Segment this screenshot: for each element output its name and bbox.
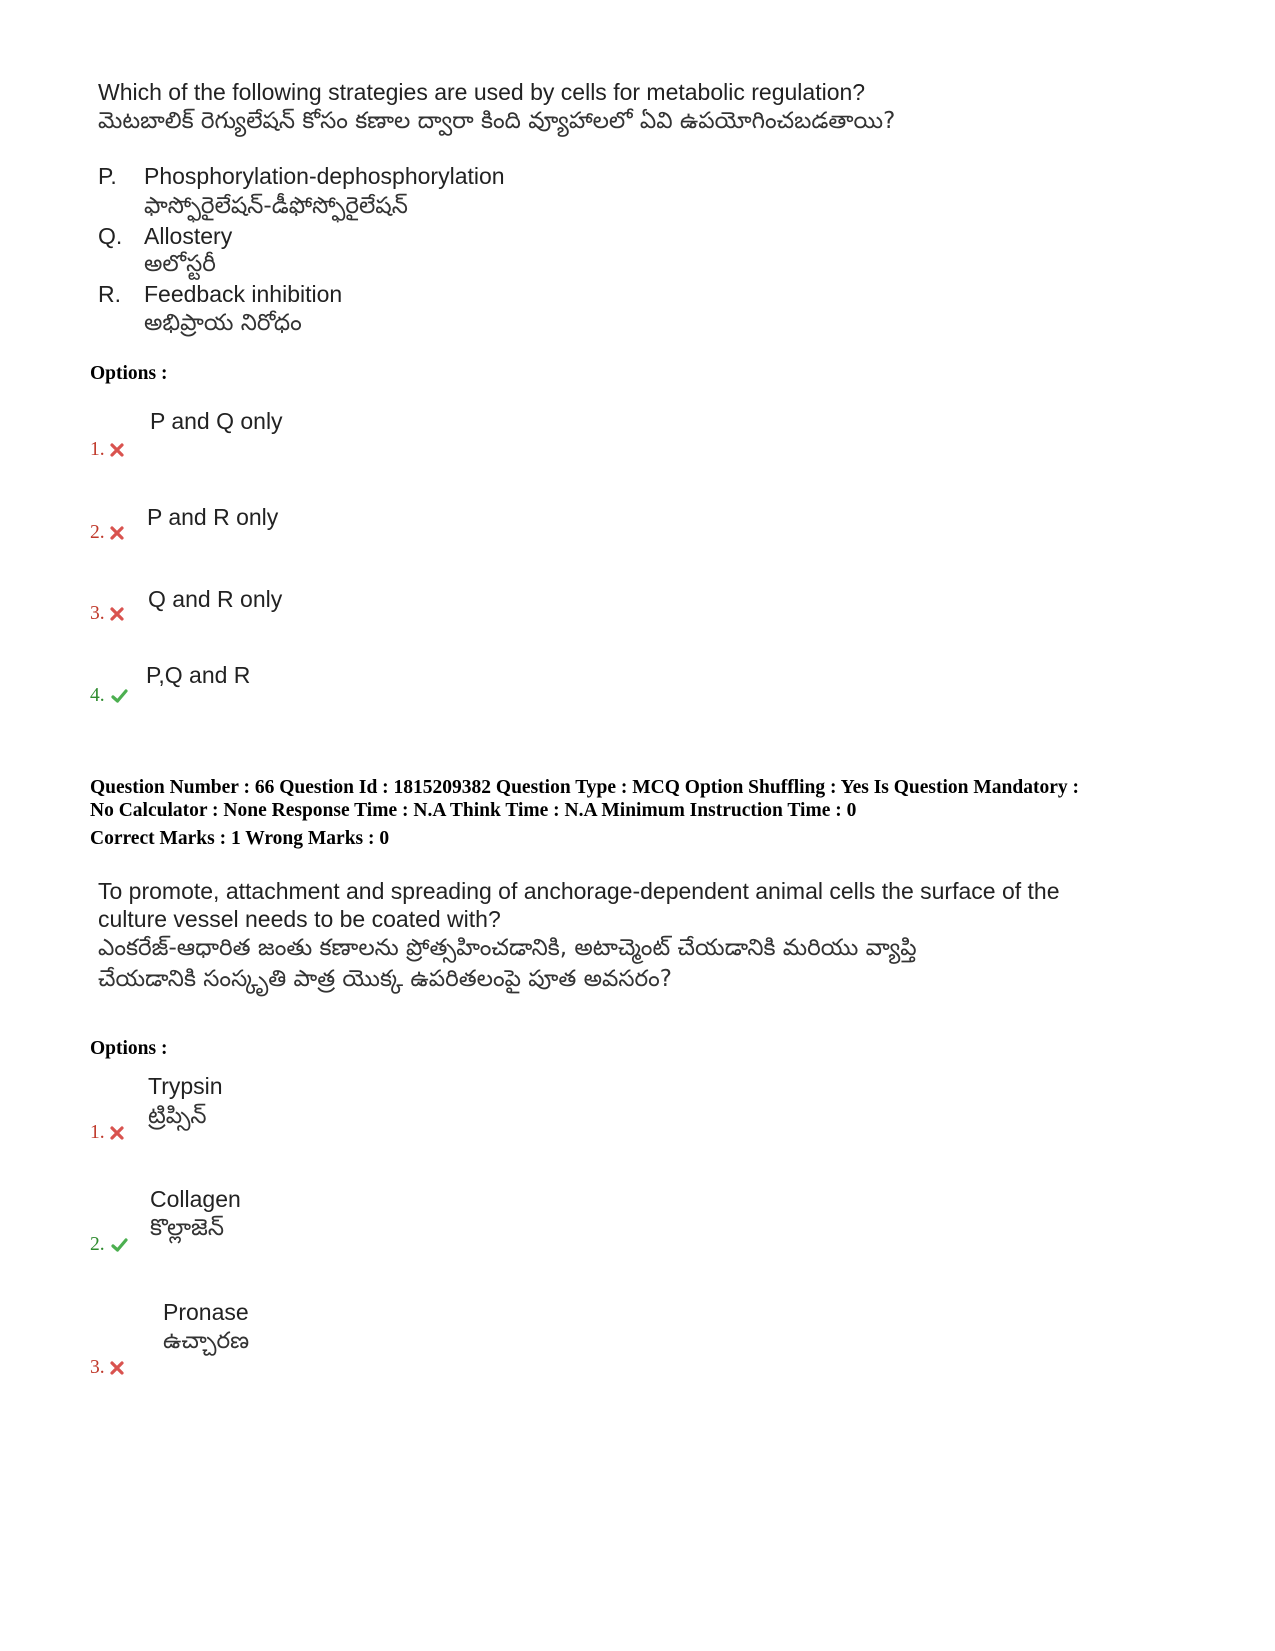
- option-number: 2.: [90, 522, 105, 543]
- check-icon: [109, 688, 129, 704]
- option-number: 4.: [90, 685, 105, 706]
- check-icon: [109, 1237, 129, 1253]
- statement-label: Q.: [98, 223, 123, 249]
- option-2-text: P and R only: [147, 504, 279, 530]
- option-3-text: Pronase: [163, 1299, 249, 1325]
- option-number: 1.: [90, 1122, 105, 1143]
- question-66-text-te-1: ఎంకరేజ్-ఆధారిత జంతు కణాలను ప్రోత్సహించడానికి, అటాచ్మెంట్ చేయడానికి మరియు వ్యాప్తి: [98, 935, 917, 961]
- option-number: 3.: [90, 603, 105, 624]
- option-1-text: Trypsin: [148, 1073, 223, 1099]
- statement-p: [98, 162, 505, 191]
- option-4-text: P,Q and R: [146, 662, 251, 688]
- cross-icon: [109, 442, 125, 458]
- option-2-marker: [90, 1234, 129, 1256]
- statement-text: Phosphorylation-dephosphorylation: [144, 163, 505, 189]
- statement-r: [98, 280, 342, 309]
- question-66-text-te-2: చేయడానికి సంస్కృతి పాత్ర యొక్క ఉపరితలంపై పూత అవసరం?: [98, 966, 672, 992]
- cross-icon: [109, 525, 125, 541]
- options-heading: Options :: [90, 1038, 168, 1059]
- question-meta-line-2: No Calculator : None Response Time : N.A Think Time : N.A Minimum Instruction Time : 0: [90, 800, 857, 821]
- cross-icon: [109, 1125, 125, 1141]
- statement-q-te: అలోస్టరీ: [144, 251, 216, 277]
- option-number: 1.: [90, 439, 105, 460]
- option-1-marker: [90, 439, 125, 461]
- cross-icon: [109, 606, 125, 622]
- option-3-marker: [90, 1357, 125, 1379]
- cross-icon: [109, 1360, 125, 1376]
- statement-r-te: అభిప్రాయ నిరోధం: [144, 310, 302, 336]
- question-text-te: మెటబాలిక్ రెగ్యులేషన్ కోసం కణాల ద్వారా కింది వ్యూహాలలో ఏవి ఉపయోగించబడతాయి?: [98, 108, 896, 134]
- options-heading: Options :: [90, 363, 168, 384]
- option-2-marker: [90, 522, 125, 544]
- statement-text: Feedback inhibition: [144, 281, 343, 307]
- question-66-text-en-2: culture vessel needs to be coated with?: [98, 906, 501, 932]
- option-3-marker: [90, 603, 125, 625]
- statement-p-te: ఫాస్ఫోరైలేషన్-డీఫోస్ఫోరైలేషన్: [144, 193, 408, 219]
- option-3-text: Q and R only: [148, 586, 283, 612]
- option-4-marker: [90, 685, 129, 707]
- option-3-text-te: ఉచ్చారణ: [163, 1328, 250, 1354]
- marks-line: Correct Marks : 1 Wrong Marks : 0: [90, 828, 390, 849]
- statement-label: P.: [98, 163, 117, 189]
- option-1-text: P and Q only: [150, 408, 283, 434]
- question-meta-line-1: Question Number : 66 Question Id : 1815209382 Question Type : MCQ Option Shuffling : Yes Is Question Mandatory :: [90, 777, 1079, 798]
- option-number: 3.: [90, 1357, 105, 1378]
- option-1-marker: [90, 1122, 125, 1144]
- option-2-text: Collagen: [150, 1186, 241, 1212]
- option-2-text-te: కొల్లాజెన్: [150, 1215, 224, 1241]
- question-text-en: Which of the following strategies are used by cells for metabolic regulation?: [98, 79, 866, 105]
- option-number: 2.: [90, 1234, 105, 1255]
- statement-text: Allostery: [144, 223, 233, 249]
- option-1-text-te: ట్రిప్సిన్: [148, 1103, 207, 1129]
- question-66-text-en-1: To promote, attachment and spreading of anchorage-dependent animal cells the surface of the: [98, 878, 1060, 904]
- statement-label: R.: [98, 281, 121, 307]
- statement-q: [98, 222, 232, 251]
